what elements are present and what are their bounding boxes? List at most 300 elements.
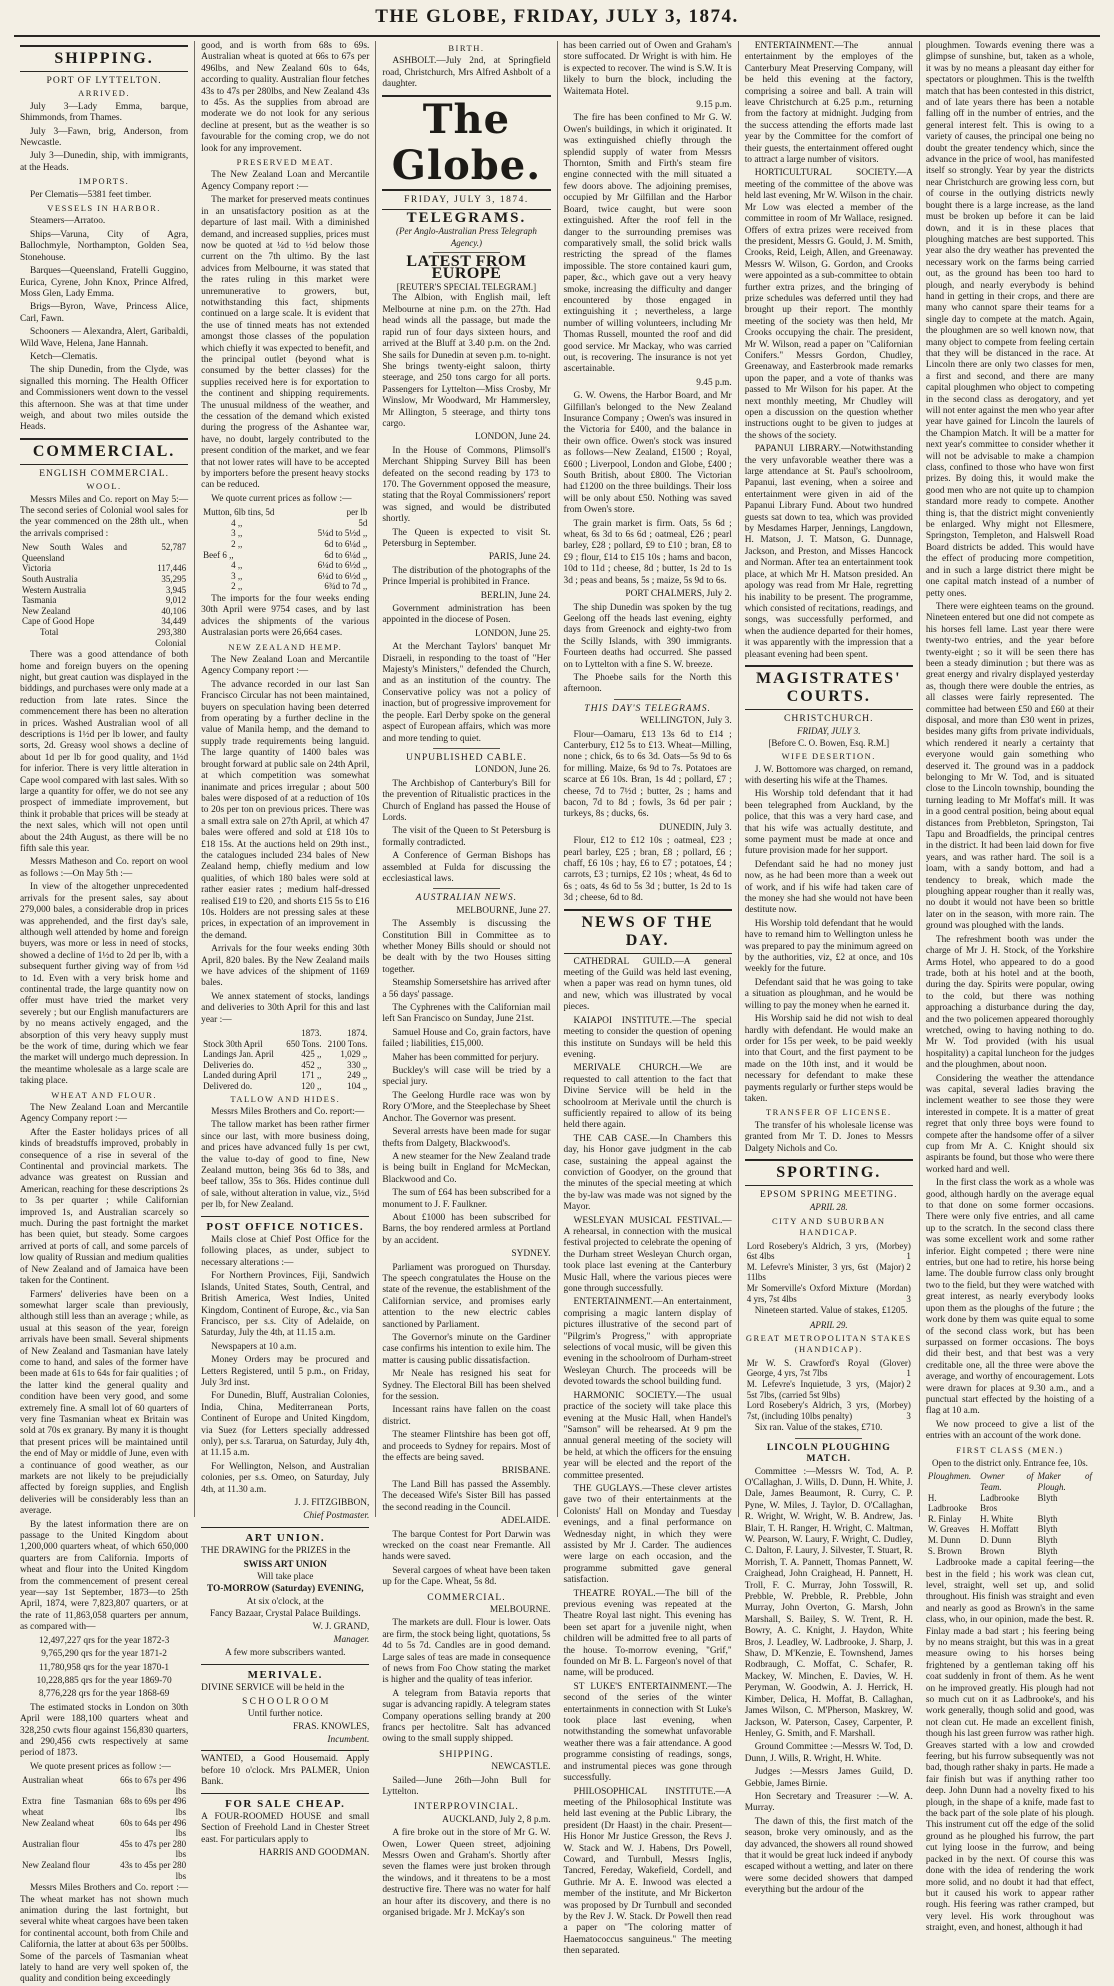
table-cell: 1873. [301, 1028, 322, 1039]
table-cell: per lb [346, 507, 368, 518]
ad-signature: W. J. GRAND, [312, 1621, 370, 1632]
table-cell: 330 ,, [347, 1059, 368, 1070]
christchurch-heading: CHRISTCHURCH. [784, 712, 874, 724]
court-date: FRIDAY, JULY 3. [797, 726, 861, 737]
column-1 [14, 41, 195, 1985]
news-paragraph: Flour, £12 to £12 10s ; oatmeal, £23 ; pearl barley, £25 ; bran, £8 ; pollard, £6 ; chaff, £6 10s ; hay, £6 to £7 ; potatoes, £4 ; carrots, £3 ; turnips, £2 10s ; wheat, 4s 6d to 6s ; oats, 4s 6d to 5s 3d ; butter, 1s 2d to 1s 3d ; cheese, 6d to 8d. [563, 836, 732, 904]
lincoln-paragraph: Ground Committee :—Messrs W. Tod, D. Dunn, J. Wills, R. Wright, H. White. [744, 1742, 913, 1764]
hemp-heading: NEW ZEALAND HEMP. [228, 641, 343, 652]
meat-paragraph: The imports for the four weeks ending 30th April were 9754 cases, and by last advices the shipments of the various Australasian ports were 26,664 cases. [201, 594, 370, 639]
news-item: PAPANUI LIBRARY.—Notwithstanding the very unfavorable weather there was a large attendance at St. Paul's schoolroom, Papanui, last evening, when a soiree and entertainment were given in aid of the Papanui Library Fund. About two hundred guests sat down to tea, which was provided by Mesdames Harper, Jennings, Langdown, H. Matson, J. T. Matson, G. Dunnage, Jackson, and Preston, and Misses Hancock and Norman. After tea an entertainment took place, at which Mr H. Matson presided. An apology was read from Mr Hale, regretting his inability to be present. The programme, which consisted of recitations, readings, and songs, was successfully performed, and when the audience departed for their homes, it was apparently with the impression that a pleasant evening had been spent. [744, 444, 913, 660]
dateline: SYDNEY. [511, 1249, 551, 1260]
news-paragraph: Several cargoes of wheat have been taken up for the Cape. Wheat, 5s 8d. [382, 1565, 551, 1588]
court-paragraph: The transfer of his wholesale license was granted from Mr T. D. Jones to Messrs Dalgety Nichols and Co. [744, 1120, 913, 1154]
table-row [201, 581, 369, 592]
table-cell: 293,380 Colonial [155, 626, 187, 648]
table-cell: D. Dunn [980, 1534, 1012, 1545]
news-paragraph: The barque Contest for Port Darwin was wrecked on the coast near Fremantle. All hands were saved. [382, 1529, 551, 1563]
commercial-subheading: COMMERCIAL. [427, 1591, 506, 1603]
news-paragraph: The steamer Flintshire has been got off, and proceeds to Sydney for repairs. Most of the effects are being saved. [382, 1430, 551, 1464]
table-cell: 1,029 ,, [340, 1049, 368, 1060]
table-row [20, 574, 188, 585]
table-cell: 3,945 [165, 584, 187, 595]
table-cell: 650 Tons. [286, 1038, 322, 1049]
table-cell: 452 ,, [301, 1059, 322, 1070]
table-row [201, 507, 369, 518]
wheat-heading: WHEAT AND FLOUR. [51, 1089, 157, 1100]
table-cell: Western Australia [22, 584, 87, 595]
table-cell: H. Moffatt [980, 1524, 1019, 1535]
table-row [20, 585, 188, 596]
lincoln-paragraph: In the first class the work as a whole was good, although hardly on the average equal to that done on some former occasions. There were only five entries, and all came up to the scratch. In the second class there was some excellent work and some rather inferior. Eight competed ; there were nine entries, but one had to retire, his horse being lame. The double furrow class only brought two to the field, but they were watched with great interest, as nearly everybody looks upon them as the ploughs of the future ; the work done by them was quite equal to some of the second class work, but has been surpassed on former occasions. The boys did their best, and that best was a very creditable one, all the three were above the average, and worthy of encouragement. Lots were drawn for places at 9.30 a.m., and a punctual start effected by the hoisting of a flag at 10 a.m. [925, 1178, 1095, 1417]
news-paragraph: A fire broke out in the store of Mr G. W. Owen, Lower Queen street, adjoining Messrs Owen and Graham's. Shortly after seven the flames were just broken through the windows, and it threatens to be a most destructive fire. There was no water for half an hour after its discovery, and there is no organised brigade. Mr J. McKay's son [382, 1828, 551, 1919]
column-3 [376, 41, 557, 1919]
hemp-paragraph: We annex statement of stocks, landings and deliveries to 30th April for this and last year :— [201, 991, 370, 1025]
commercial-heading: COMMERCIAL. [20, 438, 188, 465]
table-row [926, 1493, 1094, 1514]
news-item: KAIAPOI INSTITUTE.—The special meeting to consider the question of opening this institute on Sundays will be held this evening. [563, 1015, 732, 1060]
table-cell: New Zealand flour [22, 1859, 90, 1870]
table-row [926, 1471, 1094, 1492]
ad-line: A FOUR-ROOMED HOUSE and small Section of Freehold Land in Chester Street east. For particulars apply to [201, 1811, 370, 1845]
reuter-note: [REUTER'S SPECIAL TELEGRAM.] [396, 282, 537, 293]
column-2 [195, 41, 376, 1859]
tallow-paragraph: The tallow market has been rather firmer since our last, with more business doing, and prices have advanced fully 1s per cwt, the value to-day of good to fine, New Zealand mutton, being 36s 6d to 38s, and beef tallow, 35s to 36s. Hides continue dull of sale, without alteration in value, viz., 5½d per lb, for New Zealand. [201, 1120, 370, 1211]
table-cell: (Major) 2 [876, 1261, 911, 1272]
table-cell: Ladbrooke Bros [980, 1492, 1020, 1514]
table-cell: H. Ladbrooke [927, 1492, 967, 1514]
table-cell: (Major) 2 [876, 1378, 911, 1389]
dateline: ADELAIDE. [500, 1516, 551, 1527]
table-row [201, 1039, 369, 1050]
lincoln-paragraph: There were eighteen teams on the ground. Nineteen entered but one did not compete as his horses fell lame. Last year there were twenty-two entries, and the year before twenty-eight ; so it will be seen there has been a steady diminution ; but there was as great energy and rivalry displayed yesterday as, though there were double the entries, as all classes were fairly represented. The committee had between £50 and £60 at their disposal, and more than £30 went in prizes, besides many gifts from private individuals, which rendered it nearly a certainty that everyone would gain something who deserved it. The ground was in a paddock belonging to Mr W. Tod, and is situated close to the Lincoln township, bounding the turning leading to Mr Moffat's mill. It was in a good central position, being about equal distances from Prebbleton, Springston, Tai Tapu and Broadfields, the principal centres in the district. It had been laid down for five years, and was rather hard. The soil is a loam, with a sandy bottom, and had a tendency to break, which made the ploughing appear rougher than it really was, no doubt it would not have been so brittle later on in the season, with more rain. The ground was ploughed with the lands. [925, 601, 1095, 932]
divider [433, 748, 500, 749]
hemp-paragraph: The advance recorded in our last San Francisco Circular has not been maintained, buyers on speculation having been deterred from operating by a further decline in the value of Manila hemp, and the demand to supply trade requirements being languid. The large quantity of 1400 bales was brought forward at public sale on 24th April, at which competition was somewhat inanimate and prices irregular ; about 500 bales were disposed of at a reduction of 10s to 20s per ton on previous prices. There was a small extra sale on 27th April, at which 47 bales were offered and sold at £18 10s to £18 15s. At the auctions held on 29th inst., the catalogues included 234 bales of New Zealand hemp, chiefly medium and low qualities, of which 180 bales were sold at rather easier rates ; medium half-dressed realised £19 to £20, and shorts £15 5s to £16 10s. Holders are not pressing sales at these prices, in expectation of an improvement in the demand. [201, 679, 370, 941]
ploughing-entries-table [926, 1471, 1094, 1556]
qrs-line: 10,228,885 qrs for the year 1869-70 [36, 1675, 172, 1686]
dateline: PORT CHALMERS, July 2. [625, 589, 732, 600]
news-item: HARMONIC SOCIETY.—The usual practice of the society will take place this evening at the Music Hall, when Handel's "Samson" will be rehearsed. At 9 pm the annual general meeting of the society will be held, at which the officers for the ensuing year will be elected and the report of the committee presented. [563, 1390, 732, 1481]
news-paragraph: The Phoebe sails for the North this afternoon. [563, 672, 732, 695]
table-row [20, 542, 188, 563]
arrived-item: July 3—Dunedin, ship, with immigrants, at the Heads. [20, 151, 189, 173]
news-paragraph: Incessant rains have fallen on the coast district. [382, 1405, 551, 1427]
table-cell: 2100 Tons. [327, 1038, 368, 1049]
wool-paragraph: Messrs Miles and Co. report on May 5:—The second series of Colonial wool sales for the year commenced on the 28th ult., when the arrivals comprised : [20, 494, 189, 539]
globe-title: The Globe. [382, 95, 550, 191]
lincoln-paragraph: The dawn of this, the first match of the season, broke very ominously, and as the day advanced, the showers all round showed that it would be great luck indeed if anybody escaped without a wetting, and later on there were some decided showers that damped everything but the ardour of the [744, 1816, 913, 1896]
news-item: THE CAB CASE.—In Chambers this day, his Honor gave judgment in the cab case, sustaining the appeal against the conviction of Goodyer, on the ground that the minutes of the special meeting at which the by-law was made was not signed by the Mayor. [563, 1133, 732, 1213]
ad-line: DIVINE SERVICE will be held in the [201, 1683, 345, 1694]
table-row [20, 1839, 188, 1860]
lincoln-paragraph: Judges :—Messrs James Guild, D. Gebbie, James Birnie. [744, 1767, 913, 1789]
merivale-ad [201, 1664, 369, 1746]
ad-line: TO-MORROW (Saturday) EVENING, [206, 1584, 364, 1595]
race-date: APRIL 29. [809, 1319, 848, 1330]
court-paragraph: Defendant said he had no money just now, as he had been more than a week out of work, and if his wife had taken care of the money she had she would not have been destitute now. [744, 859, 913, 916]
table-cell: R. Finlay [927, 1513, 962, 1524]
news-paragraph: has been carried out of Owen and Graham's store suffocated. Dr Wright is with him. He is expected to recover. The wind is S.W. It is likely to burn the block, including the Waitemata Hotel. [563, 41, 732, 97]
table-cell: Australian flour [22, 1838, 80, 1849]
wheat-paragraph: Messrs Miles Brothers and Co. report :— The wheat market has not shown much animation during the last fortnight, but several white wheat cargoes have been taken for continental account, both from Chile and California, the latter at about 63s per 500lbs. Some of the parcels of Tasmanian wheat lately to hand are very well spoken of, the quality and condition being exceedingly [20, 1883, 189, 1985]
table-cell: Lord Rosebery's Aldrich, 3 yrs, 6st 4lbs [746, 1240, 869, 1262]
table-cell: Blyth [1037, 1534, 1058, 1545]
table-cell: (Glover) 1 [879, 1357, 911, 1379]
news-paragraph: The Cyphrenes with the Californian mail left San Francisco on Sunday, June 21st. [382, 1003, 551, 1025]
table-cell: 4 ,, [231, 560, 243, 571]
news-paragraph: The Archbishop of Canterbury's Bill for the prevention of Ritualistic practices in the Church of England has passed the House of Lords. [382, 778, 551, 823]
table-row [926, 1546, 1094, 1557]
table-cell: New Zealand wheat [22, 1817, 94, 1828]
ad-role: Manager. [333, 1635, 370, 1646]
shipping-heading: SHIPPING. [20, 45, 188, 72]
table-cell: 60s to 64s per 496 lbs [120, 1817, 187, 1839]
news-item: ENTERTAINMENT.—The annual entertainment by the employes of the Canterbury Meat Preserving Company, will be held this evening at the factory, comprising a soiree and ball. A train will leave Christchurch at 6.25 p.m., returning from the factory at midnight. Judging from the success attending the efforts made last year by the Committee for the comfort of their guests, the entertainment offered ought to attract a large number of visitors. [744, 41, 913, 166]
news-paragraph: Buckley's will case will be tried by a special jury. [382, 1066, 551, 1088]
ad-role: Incumbent. [327, 1734, 370, 1745]
first-class-heading: FIRST CLASS (MEN.) [956, 1444, 1064, 1455]
dunedin-paragraph: The ship Dunedin, from the Clyde, was signalled this morning. The Health Officer and Commissioners went down to the vessel this afternoon. She was at that time under weigh, and about two miles outside the Heads. [20, 365, 189, 433]
lincoln-paragraph: Committee :—Messrs W. Tod, A. P. O'Callaghan, J. Wills, D. Dunn, H. White, J. Dale, James Beaumont, R. Curry, C. P. Pyne, W. Miles, J. Taylor, D. O'Callaghan, R. Wright, W. Wright, W. B. Andrew, Jas. Blair, T. H. Ranger, H. Wright, C. Maltman, W. Pearson, W. Laury, F. Wright, C. Dudley, C. Dalton, F. Laury, J. Silvester, T. Stuart, R. Morrish, T. A. Pannett, Thomas Pannett, W. Craighead, John Craighead, H. Pannett, H. Troll, F. C. Murray, John Tosswill, R. Prebble, W. Prebble, R. Prebble, John Murray, John Overton, G. Marsh, John Marshall, S. Bailey, S. W. Trent, R. H. Bowry, A. C. Knight, J. Haydon, White Bros, J. Leadley, W. Ladbrooke, J. Sharp, J. Shaw, D. M'Kenzie, E. Townshend, James Rodbraugh, C. Moffat, C. Schafer, R. Mackey, W. Minchen, E. Davies, W. H. Peryman, W. Goodwin, A. J. Herrick, H. Kimber, Delica, H. Moffat, B. Callaghan, James Wilson, C. M'Pherson, Maskrey, W. Jackson, W. Paterson, Casey, Carpenter, P. Henley, G. Smith, and F. Marshall. [744, 1466, 913, 1739]
wife-desertion-heading: WIFE DESERTION. [781, 751, 876, 762]
table-cell: 35,295 [161, 574, 187, 584]
news-paragraph: In the House of Commons, Plimsoll's Merchant Shipping Survey Bill has been defeated on the second reading by 173 to 170. The Government opposed the measure, stating that the Royal Commissioners' report was signed, and would be distributed shortly. [382, 445, 551, 525]
table-cell: H. White [980, 1513, 1013, 1524]
news-paragraph: The sum of £64 has been subscribed for a monument to J. F. Faulkner. [382, 1188, 551, 1210]
table-cell: (Morbey) 3 [876, 1400, 911, 1421]
wool-heading: WOOL. [86, 481, 122, 492]
news-paragraph: Flour—Oamaru, £13 13s 6d to £14 ; Canterbury, £12 5s to £13. Wheat—Milling, none ; chick, 6s to 6s 3d. Oats—5s 9d to 6s for milling. Maize, 6s 9d to 7s. Potatoes are scarce at £6 10s. Bran, 1s 4d ; pollard, £7 ; cheese, 7d to 7½d ; butter, 2s ; hams and bacon, 7d to 8d ; fowls, 3s 6d per pair ; turkeys, 8s ; ducks, 6s. [563, 729, 732, 820]
table-row [201, 1081, 369, 1092]
column-6 [920, 41, 1100, 1934]
news-paragraph: Samuel House and Co, grain factors, have failed ; liabilities, £15,000. [382, 1027, 551, 1050]
table-cell: Blyth [1037, 1545, 1058, 1556]
shipping-subheading: SHIPPING. [439, 1748, 494, 1760]
wheat-paragraph: The New Zealand Loan and Mercantile Agency Company report :— [20, 1103, 189, 1125]
for-sale-ad [201, 1793, 369, 1860]
table-cell: (Mordan) 3 [876, 1282, 911, 1304]
ad-line: Until further notice. [247, 1709, 323, 1720]
table-cell: Ploughmen. [927, 1471, 972, 1482]
table-row [201, 518, 369, 529]
columns [14, 41, 1100, 1985]
divider [795, 1438, 862, 1439]
news-paragraph: The Land Bill has passed the Assembly. The deceased Wife's Sister Bill has passed the second reading in the Council. [382, 1479, 551, 1513]
table-cell: New South Wales and Queensland [22, 542, 128, 563]
table-row [926, 1535, 1094, 1546]
australian-news-heading: AUSTRALIAN NEWS. [415, 892, 518, 904]
wheat-paragraph: The estimated stocks in London on 30th April were 188,100 quarters wheat and 328,250 cwts flour against 156,830 quarters, and 290,456 cwts respectively at same period of 1873. [20, 1702, 189, 1759]
table-cell: 34,449 [161, 616, 187, 627]
news-paragraph: At the Merchant Taylors' banquet Mr Disraeli, in responding to the toast of "Her Majesty's Ministers," defended the Church, and as an institution of the country. The Conservative policy was not a policy of inaction, but of progressive improvement for the people. Earl Derby spoke on the general aspect of European affairs, which was more and more tending to quiet. [382, 642, 551, 744]
court-before: [Before C. O. Bowen, Esq. R.M.] [768, 737, 890, 748]
table-cell: Maker of Plough. [1037, 1471, 1093, 1492]
ad-signature: HARRIS AND GOODMAN. [259, 1848, 370, 1859]
table-cell: Stock 30th April [203, 1038, 263, 1049]
dateline: FRIDAY, JULY 3, 1874. [382, 193, 550, 210]
table-cell: 6¾d to 7d ,, [324, 581, 368, 592]
agency-note: (Per Anglo-Australian Press Telegraph Agency.) [395, 226, 537, 248]
table-cell: Australian wheat [22, 1775, 84, 1786]
race-date: APRIL 28. [809, 1202, 848, 1213]
news-paragraph: A telegram from Batavia reports that sugar is advancing rapidly. A telegram states Company operations selling brandy at 200 francs per hectolitre. Salt has advanced owing to the small supply shipped. [382, 1688, 551, 1745]
table-row [745, 1241, 913, 1262]
news-paragraph: The fire has been confined to Mr G. W. Owen's buildings, in which it originated. It was extinguished chiefly through the splendid supply of water from Messrs Thornton, Smith and Firth's steam fire engine connected with the mill situated a few doors above. The adjoining premises, occupied by Mr Gilfillan and the Harbor Board, twice caught, but were soon extinguished. After the roof fell in the danger to the surrounding premises was comparatively small, the solid brick walls restricting the spread of the flames impossible. The store contained kauri gum, paper, &c., which gave out a very heavy smoke, increasing the difficulty and danger encountered by those engaged in extinguishing it ; nevertheless, a large number of willing volunteers, including Mr Thomas Russell, mounted the roof and did good service. Mr Mackay, who was carried out, is recovering. The insurance is not yet ascertainable. [563, 113, 732, 375]
post-paragraph: Newspapers at 10 a.m. [211, 1341, 297, 1352]
table-cell: Delivered do. [203, 1081, 253, 1091]
court-paragraph: Defendant said that he was going to take a situation as ploughman, and he would be willing to pay the money when he earned it. [744, 977, 913, 1011]
hemp-paragraph: Arrivals for the four weeks ending 30th April, 820 bales. By the New Zealand mails we have advices of the shipment of 1169 bales. [201, 944, 370, 989]
dateline: MELBOURNE. [489, 1604, 551, 1615]
news-paragraph: A new steamer for the New Zealand trade is being built in England for McMeckan, Blackwood and Co. [382, 1151, 551, 1185]
table-cell: Blyth [1037, 1513, 1058, 1524]
table-row [745, 1283, 913, 1304]
english-commercial-heading: ENGLISH COMMERCIAL. [39, 467, 170, 479]
dateline: NEWCASTLE. [491, 1762, 551, 1773]
table-cell: 6d to 6¼d ,, [324, 539, 368, 550]
dateline: LONDON, June 25. [475, 628, 551, 639]
lincoln-paragraph: Ladbrooke made a capital feering—the best in the field ; his work was clean cut, level, straight, well set up, and solid throughout. His finish was straight and even and nearly as good as Brown's in the same class, who, in our opinion, made the best. R. Finlay made a bad start ; his feering being by no means straight, but this was in a great measure owing to his horses being frightened by a gentleman taking off his coat suddenly in front of them. As he went on he improved greatly. His plough had not so much cut on it as Ladbrooke's, and his work generally, though solid and good, was not clean cut. He made an excellent finish, though his last green furrow was rather high. Greaves started with a low and crowded feering, but his furrow subsequently was not bad, though rather shaky in parts. He made a fair finish but was if anything rather too deep. John Dunn had a novelty fixed to his plough, in the shape of a knife, made fast to the back part of the sole plate of his plough. This instrument cut off the edge of the solid ground as he ploughed his furrow, the part cut lying loose in the furrow, and being packed in by the next. Of course this was done with the idea of rendering the work more solid, and no doubt it had that effect, but it caused his work to appear rather rough. His feering was rather cramped, but very level. His work throughout was straight, even, and honest, although it had [925, 1558, 1095, 1934]
wool-arrivals-table [20, 542, 188, 648]
this-days-telegrams-heading: THIS DAY'S TELEGRAMS. [584, 702, 711, 714]
table-cell: Landed during April [203, 1070, 277, 1081]
table-row [20, 563, 188, 574]
epsom-heading: EPSOM SPRING MEETING. [760, 1188, 898, 1200]
meat-prices-table [201, 507, 369, 592]
dateline: AUCKLAND, July 2, 8 p.m. [442, 1814, 551, 1825]
table-cell: 45s to 47s per 280 lbs [120, 1838, 187, 1860]
qrs-line: 11,780,958 qrs for the year 1870-1 [39, 1662, 170, 1673]
table-cell [201, 1028, 282, 1039]
table-cell: 40,106 [161, 605, 187, 616]
news-paragraph: The Assembly is discussing the Constitution Bill in Committee as to whether Money Bills should or should not be dealt with by the two Houses sitting together. [382, 919, 551, 975]
table-cell: 117,446 [157, 563, 187, 574]
table-row [201, 1028, 369, 1039]
table-row [201, 1070, 369, 1081]
table-cell: 2 ,, [231, 539, 243, 550]
arrived-item: July 3—Fawn, brig, Anderson, from Newcastle. [20, 126, 189, 149]
dateline: BRISBANE. [501, 1466, 551, 1477]
news-paragraph: The grain market is firm. Oats, 5s 6d ; wheat, 6s 3d to 6s 6d ; oatmeal, £26 ; pearl barley, £28 ; pollard, £9 to £10 ; bran, £8 to £9 ; flour, £14 to £15 10s ; hams and bacon, 10d to 11d ; cheese, 8d ; butter, 1s 2d to 1s 3d ; peas and beans, 5s ; maize, 5s 9d to 6s. [563, 518, 732, 586]
news-paragraph: Sailed—June 26th—John Bull for Lyttelton. [382, 1775, 551, 1798]
post-office-heading: POST OFFICE NOTICES. [206, 1220, 365, 1233]
news-item: CATHEDRAL GUILD.—A general meeting of the Guild was held last evening, when a paper was read on hymn tunes, old and new, which was illustrated by vocal pieces. [563, 956, 732, 1013]
news-item: ENTERTAINMENT.—An entertainment, comprising a magic lantern display of pictures illustrative of the second part of "Pilgrim's Progress," with appropriate selections of vocal music, will be given this evening in the schoolroom of Durham-street Wesleyan Church. The proceeds will be devoted towards the school building fund. [563, 1297, 732, 1388]
table-row [201, 1060, 369, 1071]
table-row [20, 1818, 188, 1839]
table-row [20, 595, 188, 606]
table-cell: 5¼d to 5½d ,, [317, 528, 368, 539]
table-row [201, 560, 369, 571]
hemp-paragraph: The New Zealand Loan and Mercantile Agency Company report :— [201, 655, 370, 677]
birth-notice: ASHBOLT.—July 2nd, at Springfield road, Christchurch, Mrs Alfred Ashbolt of a daughter. [382, 56, 551, 90]
wool-paragraph: Messrs Matheson and Co. report on wool as follows :—On May 5th :— [20, 857, 189, 879]
table-cell: 66s to 67s per 496 lbs [120, 1775, 187, 1796]
tallow-paragraph: Messrs Miles Brothers and Co. report:— [211, 1107, 365, 1117]
table-cell: 52,787 [161, 542, 187, 553]
table-cell: 4 ,, [231, 517, 243, 528]
table-cell: Cape of Good Hope [22, 616, 95, 627]
vessel-item: Schooners — Alexandra, Alert, Garibaldi, Wild Wave, Helena, Jane Hannah. [20, 327, 189, 349]
wheat-paragraph: Farmers' deliveries have been on a somewhat larger scale than previously, although still less than an average ; while, as usual at this season of the year, foreign arrivals have been small. Several shipments of New Zealand and Tasmanian have lately come to hand, and sales of the former have been made at 61s to 64s for fair qualities ; of the latter kind the general quality and condition have been very good, and some extremely fine. A small lot of 60 quarters of very fine Tasmanian wheat ex Britain was sold at 70s ex granary. By many it is thought that present prices will be maintained until the end of May or middle of June, even with a continuance of good weather, as our markets are not likely to be prejudicially affected by foreign supplies, and English deliveries will be considerably less than an average. [20, 1289, 189, 1517]
dateline: LONDON, June 24. [475, 432, 551, 443]
wanted-ad [201, 1750, 369, 1788]
table-cell: M. Dunn [927, 1534, 961, 1545]
news-item: WESLEYAN MUSICAL FESTIVAL.—A rehearsal, in connection with the musical festival projected to celebrate the opening of the Durham street Wesleyan Church organ, took place last evening at the Canterbury Music Hall, where the various pieces were gone through successfully. [563, 1215, 732, 1295]
table-cell: 6¼d to 6½d ,, [317, 570, 368, 581]
lincoln-ploughing-heading: LINCOLN PLOUGHING MATCH. [766, 1441, 891, 1465]
table-cell: Deliveries do. [203, 1059, 254, 1070]
court-paragraph: His Worship told defendant that it had been telegraphed from Auckland, by the police, that this was a very hard case, and that his wife was actually destitute, and some payment must be made at once and future provision made for her support. [744, 789, 913, 857]
news-item: MERIVALE CHURCH.—We are requested to call attention to the fact that Divine Service will be held in the schoolroom at Merivale until the church is sufficiently repaired to allow of its being held there again. [563, 1063, 732, 1131]
post-paragraph: For Northern Provinces, Fiji, Sandwich Islands, United States, South, Central, and British America, West Indies, United Kingdom, Continent of Europe, &c., via San Francisco, per s.s. City of Adelaide, on Saturday, July the 4th, at 11.15 a.m. [201, 1271, 370, 1339]
table-row [926, 1514, 1094, 1525]
table-cell: Blyth [1037, 1492, 1058, 1503]
table-row [201, 571, 369, 582]
table-cell: Victoria [22, 563, 51, 574]
news-paragraph: The ship Dunedin was spoken by the tug Geelong off the heads last evening, eighty days from Greenock and eighty-two from the Scilly Islands, with 390 immigrants. Fourteen deaths had occurred. She passed on to Lyttelton with a fine S. W. breeze. [563, 602, 732, 670]
table-cell: South Australia [22, 574, 78, 584]
table-cell: 6d to 6¼d ,, [324, 549, 368, 560]
merivale-heading: MERIVALE. [247, 1668, 323, 1681]
dateline: PARIS, June 24. [488, 552, 551, 563]
wheat-continued: good, and is worth from 68s to 69s. Australian wheat is quoted at 66s to 67s per 496lbs, and New Zealand 60s to 64s, according to quality. Australian flour fetches 43s to 47s per 280lbs, and New Zealand 43s to 45s. As the supplies from abroad are moderate we do not look for any serious decline at present, but as the weather is so favourable for the coming crop, we do not look for any improvement. [201, 41, 370, 154]
vessel-item: Brigs—Byron, Wave, Princess Alice, Carl, Fawn. [20, 302, 189, 324]
table-cell: 6¼d to 6½d ,, [317, 560, 368, 571]
wool-paragraph: There was a good attendance of both home and foreign buyers on the opening night, but great caution was displayed in the biddings, and purchases were only made at a reduction from late rates. Since the commencement there has been no alteration in prices. Washed Australian wool of all descriptions is 1½d per lb lower, and faulty sorts, 2d. Greasy wool shows a decline of about 1d per lb for good quality, and 1½d for inferior. There is very little alteration in Cape wool compared with last sales. With so large a quantity for offer, we do not see any prospect of immediate improvement, but think it probable that prices will be steady at the next sales, which will not open until about the 24th August, as there will be no fifth sale this year. [20, 650, 189, 855]
magistrates-courts-heading: MAGISTRATES' COURTS. [745, 665, 913, 710]
table-cell: 425 ,, [301, 1049, 322, 1060]
qrs-line: 9,765,290 qrs for the year 1871-2 [41, 1649, 167, 1660]
art-union-ad [201, 1527, 369, 1660]
wheat-paragraph: We quote present prices as follow :— [30, 1761, 171, 1772]
meat-paragraph: The New Zealand Loan and Mercantile Agency Company report :— [201, 170, 370, 192]
table-row [201, 1049, 369, 1060]
column-5 [739, 41, 920, 1896]
table-cell: Beef 6 ,, [203, 549, 234, 560]
table-cell: Mr W. S. Crawford's Royal George, 4 yrs, 7st 7lbs [746, 1357, 870, 1379]
table-cell: Owner of Team. [980, 1471, 1034, 1492]
table-row [20, 606, 188, 617]
dateline: DUNEDIN, July 3. [659, 822, 732, 833]
court-paragraph: His Worship told defendant that he would have to remand him to Wellington unless he was prepared to pay the minimum agreed on by the authorities, viz, £2 at once, and 10s weekly for the future. [744, 918, 913, 975]
news-item: PHILOSOPHICAL INSTITUTE.—A meeting of the Philosophical Institute was held last evening at the Public Library, the president (Dr Haast) in the chair. Present—His Honor Mr Justice Gresson, the Revs J. W. Stack and W. J. Habens, Drs Powell, Coward, and Turnbull, Messrs Inglis, Tancred, Fereday, Wakefield, Cordell, and Guthrie. Mr A. E. Inwood was elected a member of the institute, and Mr Bickerton was proposed by Dr Turnbull and seconded by the Rev J. W. Stack. Dr Powell then read a paper on "The coloring matter of Haematococcus sanguineus." The meeting then separated. [563, 1786, 732, 1957]
race-note: Six ran. Value of the stakes, £710. [754, 1423, 883, 1434]
table-cell: Blyth [1037, 1524, 1058, 1535]
news-paragraph: Maher has been committed for perjury. [392, 1052, 539, 1063]
table-row [20, 627, 188, 648]
masthead: THE GLOBE, FRIDAY, JULY 3, 1874. [14, 6, 1100, 37]
news-paragraph: The Albion, with English mail, left Melbourne at nine p.m. on the 27th. Had head winds all the passage, but made the rapid run of four days sixteen hours, and arrived at the Bluff at 3.40 p.m. on the 2nd. She sails for Dunedin at seven p.m. to-night. She brings twenty-eight saloon, thirty steerage, and 250 tons cargo for all ports. Passengers for Lyttelton—Miss Crosby, Mr Winslow, Mr Woodward, Mr Hammersley, Mr Allington, 5 steerage, and thirty tons cargo. [382, 293, 551, 429]
table-row [926, 1524, 1094, 1535]
table-cell: Extra fine Tasmanian wheat [22, 1796, 114, 1817]
metropolitan-table [745, 1358, 913, 1422]
news-paragraph: The visit of the Queen to St Petersburg is formally contradicted. [382, 826, 551, 848]
post-role: Chief Postmaster. [303, 1511, 370, 1522]
table-cell: Tasmania [22, 595, 57, 606]
art-union-heading: ART UNION. [245, 1531, 326, 1544]
ad-line: A few more subscribers wanted. [224, 1648, 346, 1659]
news-paragraph: Steamship Somersetshire has arrived after a 56 days' passage. [382, 978, 551, 1000]
table-row [20, 1860, 188, 1881]
table-cell: 5d [358, 517, 368, 528]
vessel-item: Steamers—Arratoo. [30, 216, 106, 227]
table-cell: 2 ,, [231, 581, 243, 592]
hemp-stock-table [201, 1028, 369, 1092]
table-cell: (Morbey) 1 [876, 1240, 911, 1262]
post-paragraph: Mails close at Chief Post Office for the following places, as under, subject to necessary alterations :— [201, 1235, 370, 1268]
news-item: THEATRE ROYAL.—The bill of the previous evening was repeated at the Theatre Royal last night. This evening has been set apart for a juvenile night, when children will be admitted free to all parts of the house. To-morrow evening, "Grif," founded on Mr B. L. Fargeon's novel of that name, will be produced. [563, 1588, 732, 1679]
table-cell: New Zealand [22, 605, 71, 616]
table-cell: Total [40, 626, 59, 637]
ad-line: THE DRAWING for the PRIZES in the [201, 1546, 351, 1557]
table-cell: Landings Jan. April [203, 1049, 274, 1060]
post-signature: J. J. FITZGIBBON, [294, 1498, 370, 1508]
meat-paragraph: The market for preserved meats continues in an unsatisfactory position as at the departure of last mail. With a diminished demand, and increased supplies, prices must now be quoted at ¼d to ½d below those current on the 7th ultimo. By the last advices from Melbourne, it was stated that the rates ruling in this market were unremunerative to growers, but, notwithstanding this fact, shipments continued on a large scale. It is evident that the use of tinned meats has not extended amongst those classes of the population which chiefly it was expected to benefit, and the principal outlet (beyond what is consumed by the better classes) for the supplies received here is for exportation to the continent and shipping requirements. The unusual mildness of the weather, and the cessation of the demand which existed during the progress of the Ashantee war, have, no doubt, largely contributed to the present condition of the market, and we fear that not lower rates will have to be accepted by importers before the present heavy stocks can be reduced. [201, 195, 370, 491]
wheat-paragraph: By the latest information there are on passage to the United Kingdom about 1,200,000 quarters wheat, of which 650,000 quarters are from California. Imports of wheat and flour into the United Kingdom from the commencement of present cereal year—say 1st September, 1873—to 25th April, 1874, were 7,823,807 quarters, or at the rate of 11,863,058 quarters per annum, as compared with— [20, 1519, 189, 1633]
table-cell: Mutton, 6lb tins, 5d [203, 507, 275, 518]
dateline: BERLIN, June 24. [480, 590, 551, 601]
divider [614, 699, 681, 700]
vessel-item: Ships—Varuna, City of Agra, Ballochmyle, Northampton, Golden Sea, Stonehouse. [20, 229, 189, 263]
imports-item: Per Clematis—5381 feet timber. [30, 189, 152, 200]
news-paragraph: The Queen is expected to visit St. Petersburg in September. [382, 527, 551, 549]
news-paragraph: Parliament was prorogued on Thursday. The speech congratulates the House on the state of the revenue, the establishment of the Californian service, and promises early attention to the new electric cables sanctioned by Parliament. [382, 1262, 551, 1330]
city-suburban-heading: CITY AND SUBURBAN HANDICAP. [772, 1215, 886, 1238]
news-paragraph: G. W. Owens, the Harbor Board, and Mr Gilfillan's belonged to the New Zealand Insurance Company ; Owen's was insured in the Victoria for £400, and the balance in their own office. Owen's stock was insured as follows—New Zealand, £1500 ; Royal, £600 ; Liverpool, London and Globe, £400 ; South British, about £800. The Victorian had £1200 on the three buildings. Their loss will be only about £50. Nothing was saved from Owen's store. [563, 391, 732, 516]
divider [433, 888, 500, 889]
tallow-heading: TALLOW AND HIDES. [230, 1093, 341, 1104]
table-cell: Brown [980, 1545, 1005, 1556]
wheat-prices-table [20, 1775, 188, 1881]
lincoln-paragraph: We now proceed to give a list of the entries with an account of the work done. [925, 1419, 1095, 1442]
for-sale-heading: FOR SALE CHEAP. [225, 1797, 346, 1810]
vessels-heading: VESSELS IN HARBOR. [47, 203, 161, 214]
table-row [201, 550, 369, 561]
ad-line: Will take place [257, 1572, 314, 1583]
qrs-line: 12,497,227 qrs for the year 1872-3 [38, 1635, 170, 1646]
court-paragraph: His Worship said he did not wish to deal hardly with defendant. He would make an order for 15s per week, to be paid weekly into that Court, and the first payment to be made on the 10th inst, and it would be necessary for defendant to make these payments regularly or further steps would be taken. [744, 1014, 913, 1104]
city-suburban-table [745, 1241, 913, 1305]
table-cell: S. Brown [927, 1545, 962, 1556]
table-cell: 104 ,, [347, 1081, 368, 1091]
sporting-heading: SPORTING. [745, 1159, 913, 1186]
race-note: Nineteen started. Value of stakes, £1205. [754, 1306, 908, 1317]
news-item: THE GUGLAYS.—These clever artistes gave two of their entertainments at the Colonists' Hall on Monday and Tuesday evenings, and a final performance on Wednesday night, in which they were assisted by Mr J. Carder. The audiences were large on each occasion, and the programme submitted gave general satisfaction. [563, 1483, 732, 1586]
table-row [745, 1400, 913, 1421]
lincoln-paragraph: ploughmen. Towards evening there was a glimpse of sunshine, but, taken as a whole, it was by no means a pleasant day either for spectators or ploughmen. This is the twelfth match that has been contested in this district, and of late years there has been a notable falling off in the number of entries, and the general interest felt. This is owing to a variety of causes, the principal one being no doubt the greater tendency which, since the advance in the price of wool, has manifested itself so strongly. Year by year the districts near Christchurch are growing less corn, but of course in the outlying districts newly bought there is a large increase, as the land must be broken up before it can be laid down, and it is in these places that ploughing matches are best supported. This year also the dry weather has prevented the necessary work on the farms being carried out, as the ground has been too hard to plough, and nearly everybody is behind hand in getting in their crops, and there are many who cannot spare their teams for a single day to compete at the match. Again, the ploughmen are so well known now, that many object to compete from feeling certain that they will be distanced in the race. At Lincoln there are only two classes for men, a first and second, and there are many capital ploughmen who object to competing in the second class as derogatory, and yet will not enter against the men who year after year have gained for Lincoln the laurels of the Champion Match. It will be a matter for next year's committee to consider whether it will not be advisable to make a champion class, confined to those who have won first prizes. By doing this, it would make the good men who are not quite up to champion standard more ready to compete. Another thing is, that the district might conveniently be enlarged. Why might not Ellesmere, Springston, Templeton, and Halswell Road Board districts be added. This would have the effect of producing more competition, and in such a large district there might be one capital match instead of a number of petty ones. [925, 41, 1095, 599]
dateline: 9.45 p.m. [696, 377, 732, 388]
ad-line: At six o'clock, at the [246, 1596, 324, 1607]
table-row [201, 539, 369, 550]
arrived-heading: ARRIVED. [78, 88, 131, 99]
table-cell: 43s to 45s per 280 lbs [120, 1859, 187, 1881]
meat-heading: PRESERVED MEAT. [236, 157, 334, 168]
table-cell: M. Lefevre's Inquietude, 3 yrs, 5st 7lbs, (carried 5st 9lbs) [746, 1378, 870, 1400]
table-row [20, 1796, 188, 1817]
column-4 [558, 41, 739, 1957]
post-paragraph: Money Orders may be procured and Letters Registered, until 5 p.m., on Friday, July 3rd inst. [201, 1355, 370, 1388]
ad-line: S C H O O L R O O M [242, 1696, 329, 1707]
news-paragraph: Government administration has been appointed in the diocese of Posen. [382, 604, 551, 626]
table-row [201, 528, 369, 539]
table-row [745, 1262, 913, 1283]
port-heading: PORT OF LYTTELTON. [46, 75, 162, 86]
ad-line: WANTED, a Good Housemaid. Apply before 10 o'clock. Mrs PALMER, Union Bank. [201, 1754, 370, 1788]
dateline: MELBOURNE, June 27. [456, 905, 551, 916]
vessel-item: Ketch—Clematis. [30, 351, 98, 362]
table-cell: 171 ,, [301, 1070, 322, 1081]
